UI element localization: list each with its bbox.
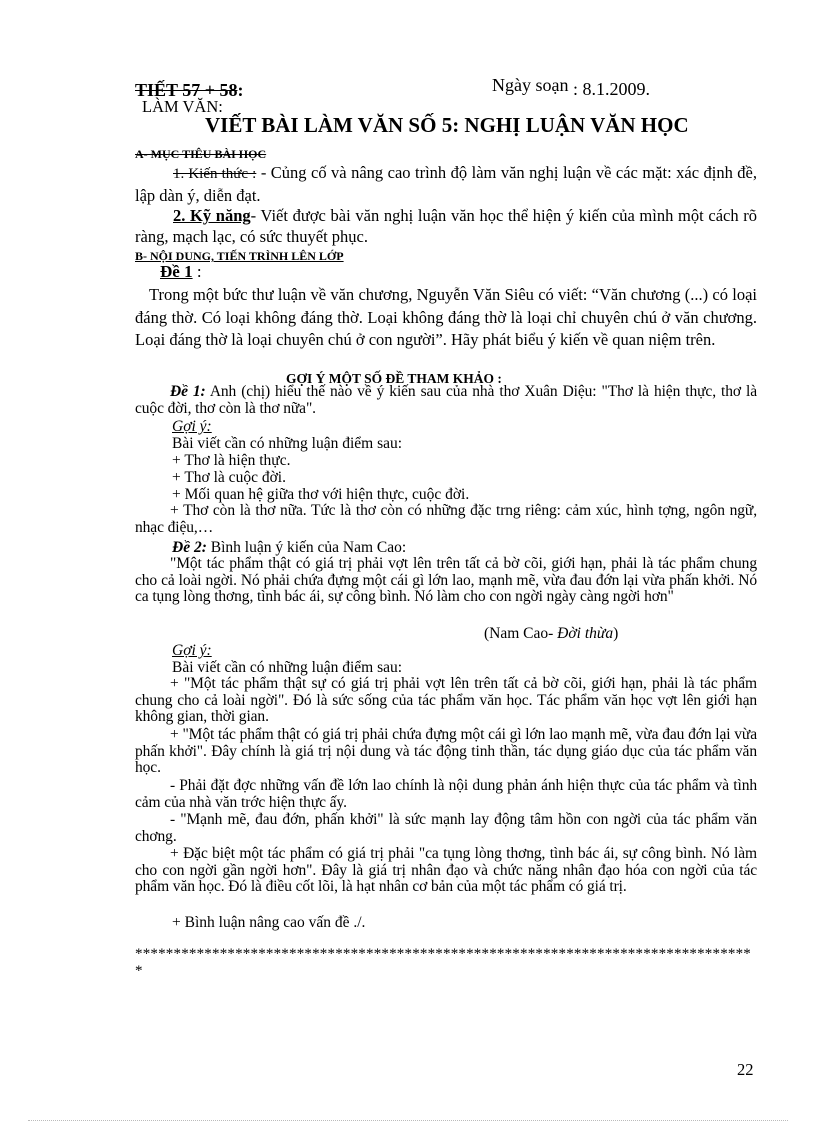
ky-nang-text: - Viết được bài văn nghị luận văn học thể hiện ý kiến của mình một cách rõ ràng, mạch lạc, có sức thuyết phục.	[135, 206, 758, 246]
de2-point: + "Một tác phẩm thật sự có giá trị phải vợt lên trên tất cả bờ cõi, giới hạn, phải là tác phẩm chung cho cả loài ngời". Đó là sức sống của tác phẩm văn học. Tác phẩm văn học vợt lên giới hạn không gian, thời gian.	[135, 675, 757, 725]
de1-point: + Mối quan hệ giữa thơ với hiện thực, cuộc đời.	[172, 486, 470, 503]
de1-colon: :	[196, 262, 202, 281]
de2-quote: "Một tác phẩm thật có giá trị phải vợt lên trên tất cả bờ cõi, giới hạn, phải là tác phẩm chung cho cả loài ngời. Nó phải chứa đựng một cái gì lớn lao, mạnh mẽ, vừa đau đớn lại vừa phấn khởi. Nó ca tụng lòng thơng, tình bác ái, sự công bình. Nó làm cho con ngời ngày càng ngời hơn"	[135, 555, 757, 605]
lesson-number-text: TIẾT 57 + 58	[135, 80, 238, 100]
de1-label: Đề 1	[160, 262, 193, 281]
lesson-number-colon: :	[237, 80, 244, 100]
de2-source	[484, 625, 618, 643]
de2-point: - Phải đặt đợc những vấn đề lớn lao chính là nội dung phản ánh hiện thực của tác phẩm và tình cảm của nhà văn trớc hiện thực ấy.	[135, 777, 757, 811]
ky-nang-paragraph	[135, 205, 757, 247]
separator-stars: *********************************************************************************	[135, 946, 751, 979]
lam-van-label: LÀM VĂN:	[142, 97, 223, 116]
goi-y-heading: GỢI Ý MỘT SỐ ĐỀ THAM KHẢO :	[286, 371, 502, 386]
de2-point: + Bình luận nâng cao vấn đề ./.	[172, 914, 366, 931]
page-title: VIẾT BÀI LÀM VĂN SỐ 5: NGHỊ LUẬN VĂN HỌC	[205, 113, 689, 137]
goi-y-de1-text: Anh (chị) hiểu thế nào về ý kiến sau của nhà thơ Xuân Diệu: "Thơ là hiện thực, thơ là cuộc đời, thơ còn là thơ nữa".	[135, 383, 757, 417]
section-a-heading: A- MỤC TIÊU BÀI HỌC	[135, 147, 267, 161]
kien-thuc-text: - Củng cố và nâng cao trình độ làm văn nghị luận về các mặt: xác định đề, lập dàn ý, diễn đạt.	[135, 163, 758, 205]
date-value: : 8.1.2009.	[572, 79, 650, 99]
goi-y-de2-text: Bình luận ý kiến của Nam Cao:	[210, 539, 407, 556]
de1-text: Trong một bức thư luận về văn chương, Nguyễn Văn Siêu có viết: “Văn chương (...) có loại đáng thờ. Có loại không đáng thờ. Loại không đáng thờ là loại chỉ chuyên chú ở văn chương. Loại đáng thờ là loại chuyên chú ở con người”. Hãy phát biểu ý kiến về quan niệm trên.	[135, 285, 757, 349]
kien-thuc-paragraph	[135, 162, 757, 206]
goi-y-de1	[135, 384, 757, 417]
goi-y-intro-1: Bài viết cần có những luận điểm sau:	[172, 435, 403, 452]
de2-point: + "Một tác phẩm thật có giá trị phải chứa đựng một cái gì lớn lao mạnh mẽ, vừa đau đớn lại vừa phấn khởi". Đây chính là giá trị nội dung và tác động tinh thần, tác dụng giáo dục của tác phẩm văn học.	[135, 726, 757, 776]
goi-y-intro-2: Bài viết cần có những luận điểm sau:	[172, 659, 403, 676]
section-b-heading: B- NỘI DUNG, TIẾN TRÌNH LÊN LỚP	[135, 249, 344, 263]
date-label: Ngày soạn	[492, 75, 569, 95]
de2-point: + Đặc biệt một tác phẩm có giá trị phải "ca tụng lòng thơng, tình bác ái, sự công bình. Nó làm cho con ngời gần ngời hơn". Đây là giá trị nhân đạo và chức năng nhân đạo hóa con ngời của tác phẩm văn học. Đó là điều cốt lõi, là hạt nhân cơ bản của một tác phẩm có giá trị.	[135, 845, 757, 895]
goi-y-de2-label: Đề 2:	[172, 539, 207, 556]
de1-point: + Thơ là cuộc đời.	[172, 469, 286, 486]
page-bottom-border	[28, 1120, 788, 1121]
page-number: 22	[737, 1060, 754, 1079]
de1-point: + Thơ là hiện thực.	[172, 452, 291, 469]
goi-y-de1-label: Đề 1:	[170, 383, 206, 400]
de2-point: - "Mạnh mẽ, đau đớn, phấn khởi" là sức mạnh lay động tâm hồn con ngời của tác phẩm văn chơng.	[135, 811, 757, 845]
de2-source-author: (Nam Cao-	[484, 625, 558, 642]
de2-source-close: )	[613, 625, 619, 642]
goi-y-label-2: Gợi ý:	[172, 642, 212, 659]
de1-point: + Thơ còn là thơ nữa. Tức là thơ còn có những đặc trng riêng: cảm xúc, hình tợng, ngôn ngữ, nhạc điệu,…	[135, 502, 757, 536]
goi-y-label-1: Gợi ý:	[172, 418, 212, 435]
ky-nang-label: 2. Kỹ năng	[173, 206, 251, 225]
de1-heading	[160, 262, 202, 282]
date-line	[492, 75, 650, 100]
kien-thuc-label: 1. Kiến thức :	[173, 166, 257, 182]
de2-source-work: Đời thừa	[557, 625, 614, 642]
